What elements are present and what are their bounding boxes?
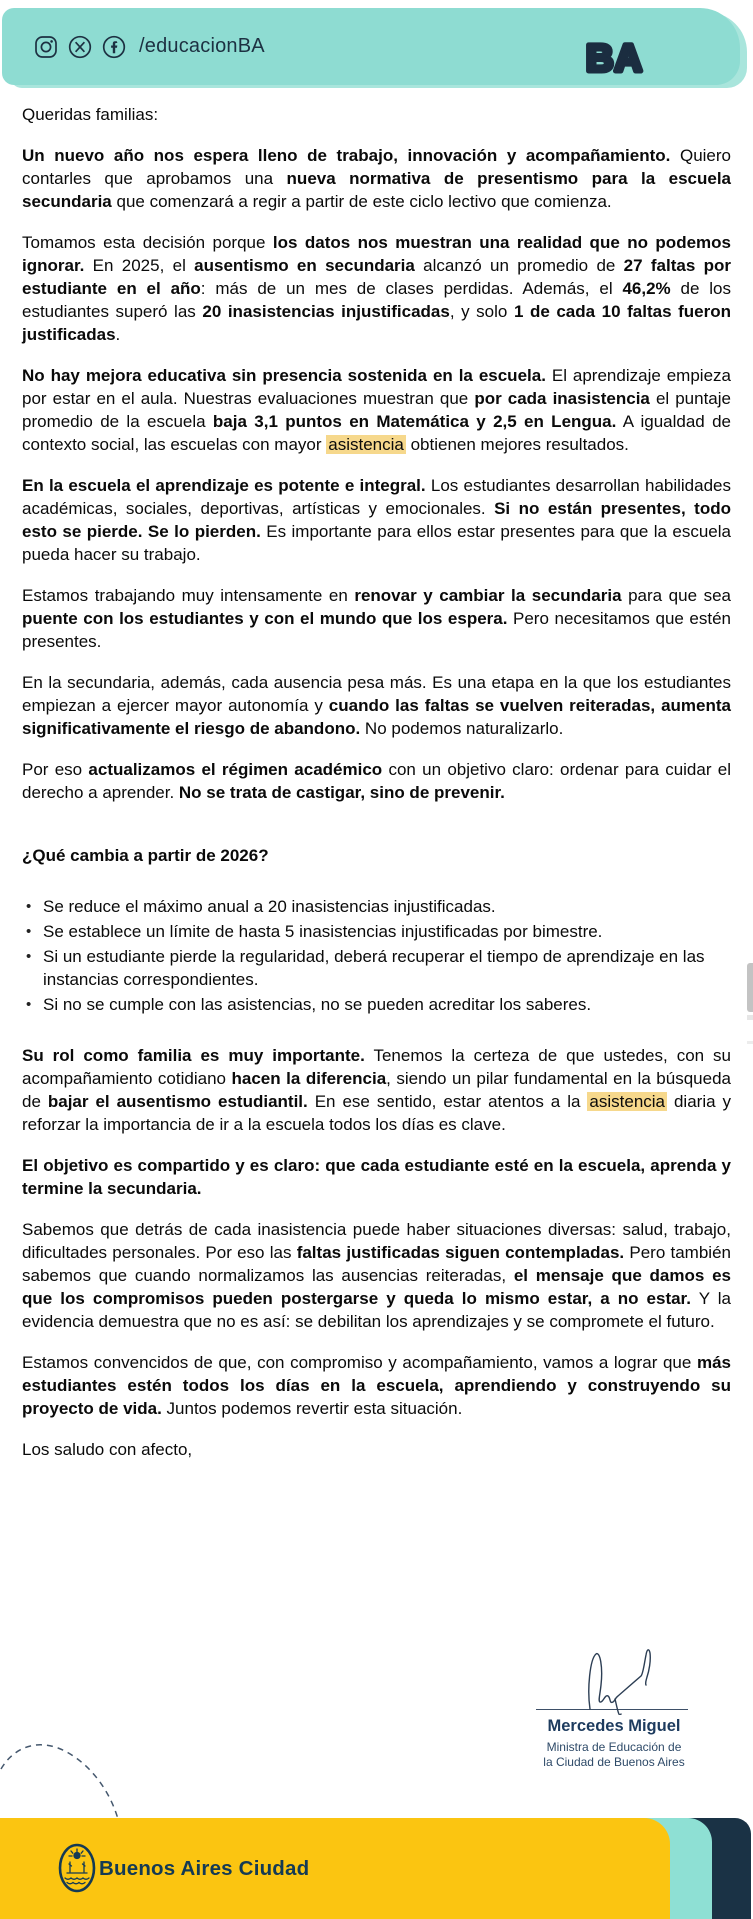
paragraph: Los saludo con afecto, xyxy=(22,1440,193,1459)
x-icon[interactable] xyxy=(67,34,93,60)
bullet-item: • Se establece un límite de hasta 5 inasistencias injustificadas por bimestre. xyxy=(39,920,731,943)
scrollbar-mark xyxy=(747,1041,753,1044)
ba-logo xyxy=(580,30,670,82)
paragraph: Tomamos esta decisión porque los datos nos muestran una realidad que no podemos ignorar. En 2025, el ausentismo en secundaria alcanzó un promedio de 27 faltas por estudiante en el año: más de un mes de clases perdidas. Además, el 46,2% de los estudiantes superó las 20 inasistencias injustificadas, y solo 1 de cada 10 faltas fueron justificadas. xyxy=(22,233,731,344)
instagram-icon[interactable] xyxy=(33,34,59,60)
paragraph: El objetivo es compartido y es claro: que cada estudiante esté en la escuela, aprenda y termine la secundaria. xyxy=(22,1156,731,1198)
paragraph: No hay mejora educativa sin presencia sostenida en la escuela. El aprendizaje empieza por estar en el aula. Nuestras evaluaciones muestran que por cada inasistencia el puntaje promedio de la escuela baja 3,1 puntos en Matemática y 2,5 en Lengua. A igualdad de contexto social, las escuelas con mayor asistencia obtienen mejores resultados. xyxy=(22,366,731,454)
paragraph: Estamos trabajando muy intensamente en renovar y cambiar la secundaria para que sea puente con los estudiantes y con el mundo que los espera. Pero necesitamos que estén presentes. xyxy=(22,586,732,651)
paragraph: Queridas familias: xyxy=(22,105,159,124)
dashed-arc-decoration xyxy=(0,1735,125,1821)
scrollbar-thumb[interactable] xyxy=(747,963,753,1012)
paragraph: Por eso actualizamos el régimen académico con un objetivo claro: ordenar para cuidar el derecho a aprender. No se trata de castigar, sino de prevenir. xyxy=(22,760,731,802)
section-heading: ¿Qué cambia a partir de 2026? xyxy=(22,846,269,865)
bullet-item: • Si no se cumple con las asistencias, no se pueden acreditar los saberes. xyxy=(39,993,731,1016)
signature-name: Mercedes Miguel xyxy=(547,1717,681,1735)
bullet-item: • Si un estudiante pierde la regularidad, deberá recuperar el tiempo de aprendizaje en las instancias correspondientes. xyxy=(39,945,731,991)
paragraph: Estamos convencidos de que, con compromiso y acompañamiento, vamos a lograr que más estudiantes estén todos los días en la escuela, aprendiendo y construyendo su proyecto de vida. Juntos podemos revertir esta situación. xyxy=(22,1353,731,1418)
letter-body xyxy=(22,103,731,1479)
paragraph: En la escuela el aprendizaje es potente e integral. Los estudiantes desarrollan habilidades académicas, sociales, deportivas, artísticas y emocionales. Si no están presentes, todo esto se pierde. Se lo pierden. Es importante para ellos estar presentes para que la escuela pueda hacer su trabajo. xyxy=(22,476,731,564)
bullet-item: • Se reduce el máximo anual a 20 inasistencias injustificadas. xyxy=(39,895,731,918)
signature-line xyxy=(536,1709,688,1710)
paragraph: Sabemos que detrás de cada inasistencia puede haber situaciones diversas: salud, trabajo, dificultades personales. Por eso las faltas justificadas siguen contempladas. Pero también sabemos que cuando normalizamos las ausencias reiteradas, el mensaje que damos es que los compromisos pueden postergarse y queda lo mismo estar, a no estar. Y la evidencia demuestra que no es así: se debilitan los aprendizajes y se compromete el futuro. xyxy=(22,1220,731,1331)
signature-title: Ministra de Educación de la Ciudad de Buenos Aires xyxy=(543,1740,685,1769)
facebook-icon[interactable] xyxy=(101,34,127,60)
svg-text:BA: BA xyxy=(586,38,643,80)
header-bar xyxy=(2,8,740,85)
buenos-aires-crest-icon xyxy=(57,1842,97,1894)
paragraph: Su rol como familia es muy importante. Tenemos la certeza de que ustedes, con su acompañamiento cotidiano hacen la diferencia, siendo un pilar fundamental en la búsqueda de bajar el ausentismo estudiantil. En ese sentido, estar atentos a la asistencia diaria y reforzar la importancia de ir a la escuela todos los días es clave. xyxy=(22,1046,732,1134)
signature-block xyxy=(536,1645,692,1770)
paragraph: En la secundaria, además, cada ausencia pesa más. Es una etapa en la que los estudiantes empiezan a ejercer mayor autonomía y cuando las faltas se vuelven reiteradas, aumenta significativamente el riesgo de abandono. No podemos naturalizarlo. xyxy=(22,673,731,738)
social-handle: /educacionBA xyxy=(139,35,265,57)
signature-squiggle xyxy=(584,1645,662,1715)
footer-brand: Buenos Aires Ciudad xyxy=(99,1856,310,1880)
scrollbar-mark xyxy=(747,1015,753,1020)
paragraph: Un nuevo año nos espera lleno de trabajo, innovación y acompañamiento. Quiero contarles que aprobamos una nueva normativa de presentismo para la escuela secundaria que comenzará a regir a partir de este ciclo lectivo que comienza. xyxy=(22,146,731,211)
bullet-list xyxy=(22,895,731,1016)
